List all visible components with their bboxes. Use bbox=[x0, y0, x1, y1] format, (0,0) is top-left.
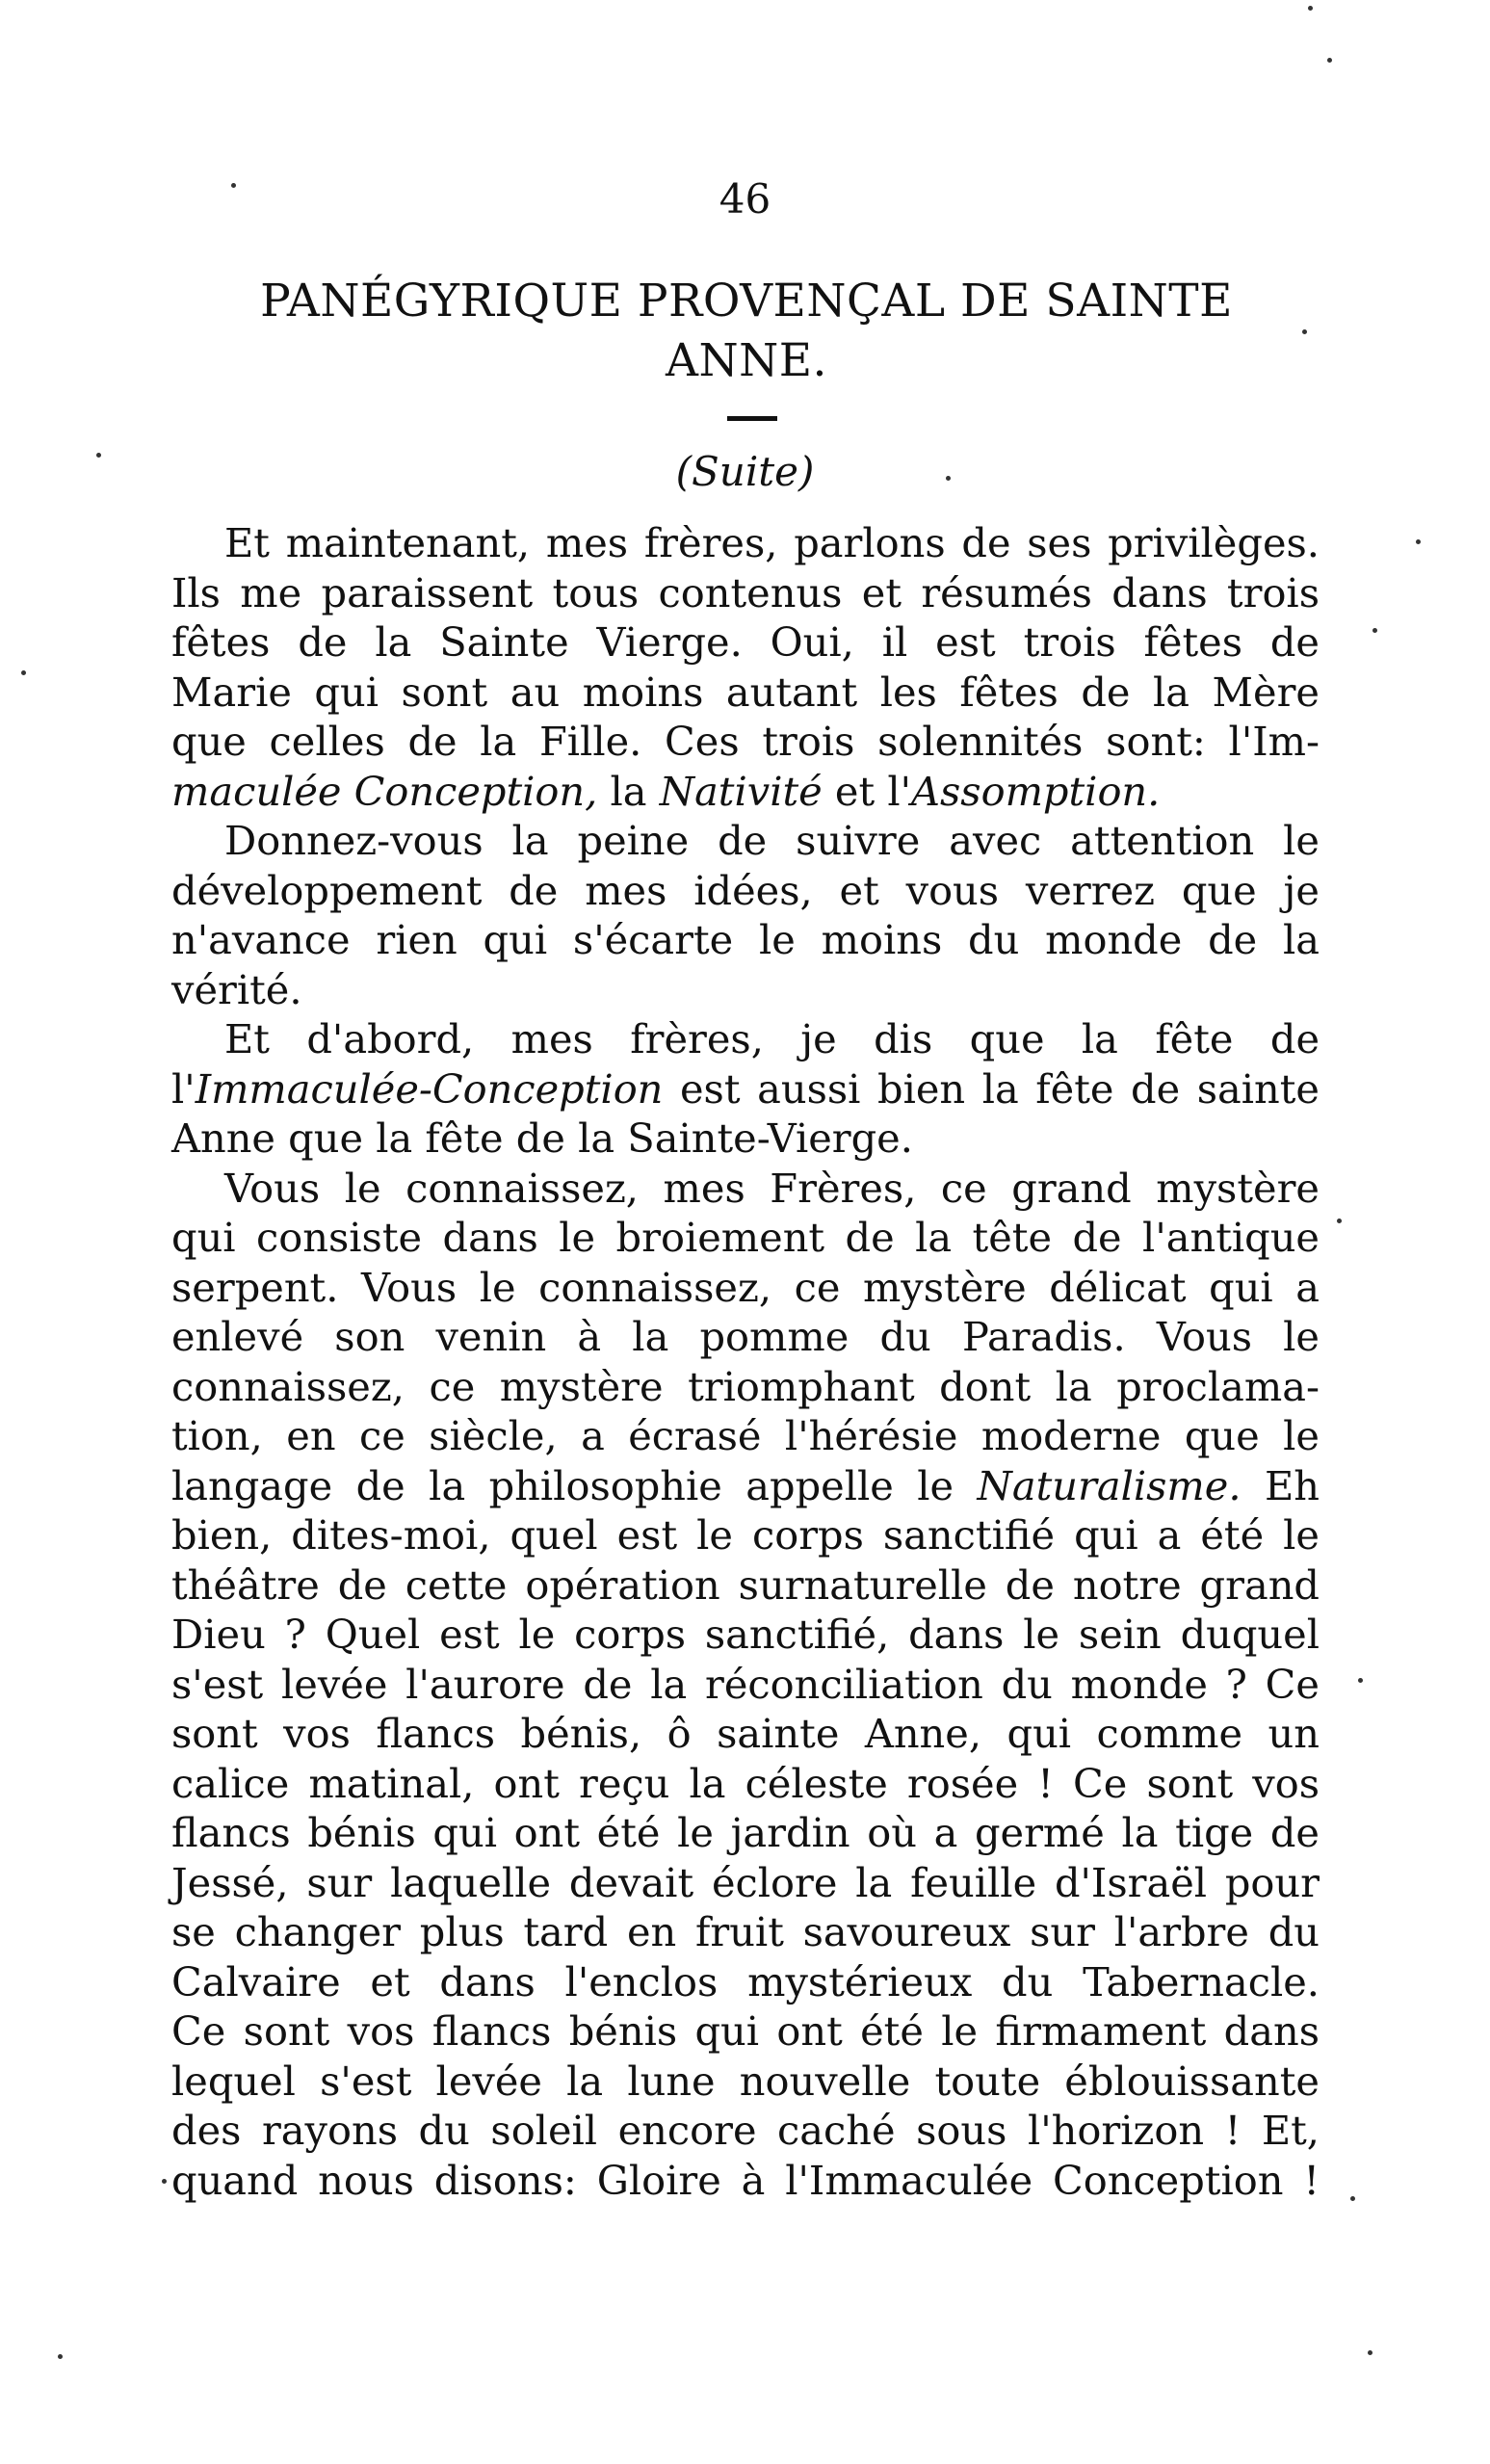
title-separator-rule bbox=[727, 416, 777, 421]
text-line: flancs bénis qui ont été le jardin où a germé la tige de bbox=[171, 1809, 1320, 1856]
subtitle-text: (Suite) bbox=[675, 448, 815, 495]
text-line-mixed bbox=[171, 1461, 1320, 1511]
scan-speck bbox=[1350, 2196, 1355, 2201]
paragraph-3 bbox=[171, 1014, 1320, 1164]
text-run: l' bbox=[171, 1064, 196, 1113]
text-line: Marie qui sont au moins autant les fêtes de la Mère bbox=[171, 668, 1320, 716]
italic-term: Naturalisme. bbox=[977, 1461, 1242, 1509]
text-line-mixed bbox=[171, 1064, 1320, 1114]
text-line: serpent. Vous le connaissez, ce mystère délicat qui a bbox=[171, 1263, 1320, 1311]
text-line: enlevé son venin à la pomme du Paradis. Vous le bbox=[171, 1313, 1320, 1360]
text-line: Calvaire et dans l'enclos mystérieux du Tabernacle. bbox=[171, 1957, 1320, 2005]
text-line: connaissez, ce mystère triomphant dont la proclama- bbox=[171, 1362, 1320, 1410]
text-line: qui consiste dans le broiement de la tête de l'antique bbox=[171, 1214, 1320, 1261]
text-line: Dieu ? Quel est le corps sanctifié, dans le sein duquel bbox=[171, 1611, 1320, 1658]
text-run: est aussi bien la fête de sainte bbox=[663, 1064, 1320, 1113]
text-line: lequel s'est levée la lune nouvelle toute éblouissante bbox=[171, 2057, 1320, 2105]
text-line: fêtes de la Sainte Vierge. Oui, il est trois fêtes de bbox=[171, 618, 1320, 666]
text-line: sont vos flancs bénis, ô sainte Anne, qui comme un bbox=[171, 1710, 1320, 1757]
scan-speck bbox=[1358, 1678, 1363, 1683]
text-line: tion, en ce siècle, a écrasé l'hérésie moderne que le bbox=[171, 1412, 1320, 1459]
scan-speck bbox=[1302, 329, 1307, 334]
italic-term: Immaculée-Conception bbox=[195, 1064, 664, 1113]
scan-speck bbox=[231, 183, 236, 188]
text-line: s'est levée l'aurore de la réconciliation du monde ? Ce bbox=[171, 1660, 1320, 1708]
text-line: Ce sont vos flancs bénis qui ont été le firmament dans bbox=[171, 2007, 1320, 2055]
scan-speck bbox=[1372, 628, 1377, 633]
text-line-mixed bbox=[171, 767, 1320, 817]
text-run: Eh bbox=[1241, 1461, 1320, 1509]
text-run: langage de la philosophie appelle le bbox=[171, 1461, 978, 1509]
text-line: des rayons du soleil encore caché sous l'horizon ! Et, bbox=[171, 2107, 1320, 2154]
italic-term: Assomption. bbox=[911, 767, 1161, 815]
text-line: Anne que la fête de la Sainte-Vierge. bbox=[171, 1114, 913, 1162]
scan-speck bbox=[1337, 1219, 1342, 1223]
scan-speck bbox=[1327, 58, 1332, 63]
scan-speck bbox=[21, 670, 26, 675]
text-line: Et maintenant, mes frères, parlons de ses privilèges. bbox=[224, 519, 1320, 566]
italic-term: Nativité bbox=[659, 767, 823, 815]
text-line: Jessé, sur laquelle devait éclore la feuille d'Israël pour bbox=[171, 1858, 1320, 1906]
paragraph-4 bbox=[171, 1164, 1320, 2206]
text-line: quand nous disons: Gloire à l'Immaculée Conception ! bbox=[171, 2156, 1320, 2204]
text-line: Et d'abord, mes frères, je dis que la fête de bbox=[224, 1015, 1320, 1062]
text-line: théâtre de cette opération surnaturelle de notre grand bbox=[171, 1560, 1320, 1609]
scan-speck bbox=[946, 476, 951, 481]
scan-speck bbox=[1368, 2350, 1372, 2355]
text-line: se changer plus tard en fruit savoureux sur l'arbre du bbox=[171, 1908, 1320, 1955]
subtitle bbox=[0, 445, 1490, 499]
scan-speck bbox=[1416, 539, 1421, 544]
text-line: n'avance rien qui s'écarte le moins du monde de la bbox=[171, 916, 1320, 963]
text-run: la bbox=[597, 767, 660, 815]
scan-speck bbox=[1308, 6, 1313, 11]
scan-speck bbox=[162, 2179, 167, 2184]
chapter-title bbox=[169, 272, 1324, 391]
text-line: que celles de la Fille. Ces trois solennités sont: l'Im- bbox=[171, 718, 1320, 765]
chapter-title-line-2: ANNE. bbox=[666, 334, 827, 387]
scan-speck bbox=[58, 2354, 63, 2359]
body-text bbox=[171, 518, 1320, 2205]
text-line: vérité. bbox=[171, 965, 302, 1013]
scan-speck bbox=[96, 453, 101, 458]
italic-term: maculée Conception, bbox=[171, 767, 598, 815]
text-line: développement de mes idées, et vous verrez que je bbox=[171, 866, 1320, 914]
paragraph-1 bbox=[171, 518, 1320, 816]
text-line: Ils me paraissent tous contenus et résumés dans trois bbox=[171, 568, 1320, 616]
page-number: 46 bbox=[719, 175, 771, 223]
text-line: Vous le connaissez, mes Frères, ce grand mystère bbox=[224, 1164, 1320, 1212]
text-line: calice matinal, ont reçu la céleste rosée ! Ce sont vos bbox=[171, 1759, 1320, 1807]
chapter-title-line-1: PANÉGYRIQUE PROVENÇAL DE SAINTE bbox=[260, 275, 1233, 328]
text-line: Donnez-vous la peine de suivre avec attention le bbox=[224, 817, 1320, 864]
text-line: bien, dites-moi, quel est le corps sanctifié qui a été le bbox=[171, 1511, 1320, 1559]
paragraph-2 bbox=[171, 816, 1320, 1014]
text-run: et l' bbox=[822, 767, 912, 815]
